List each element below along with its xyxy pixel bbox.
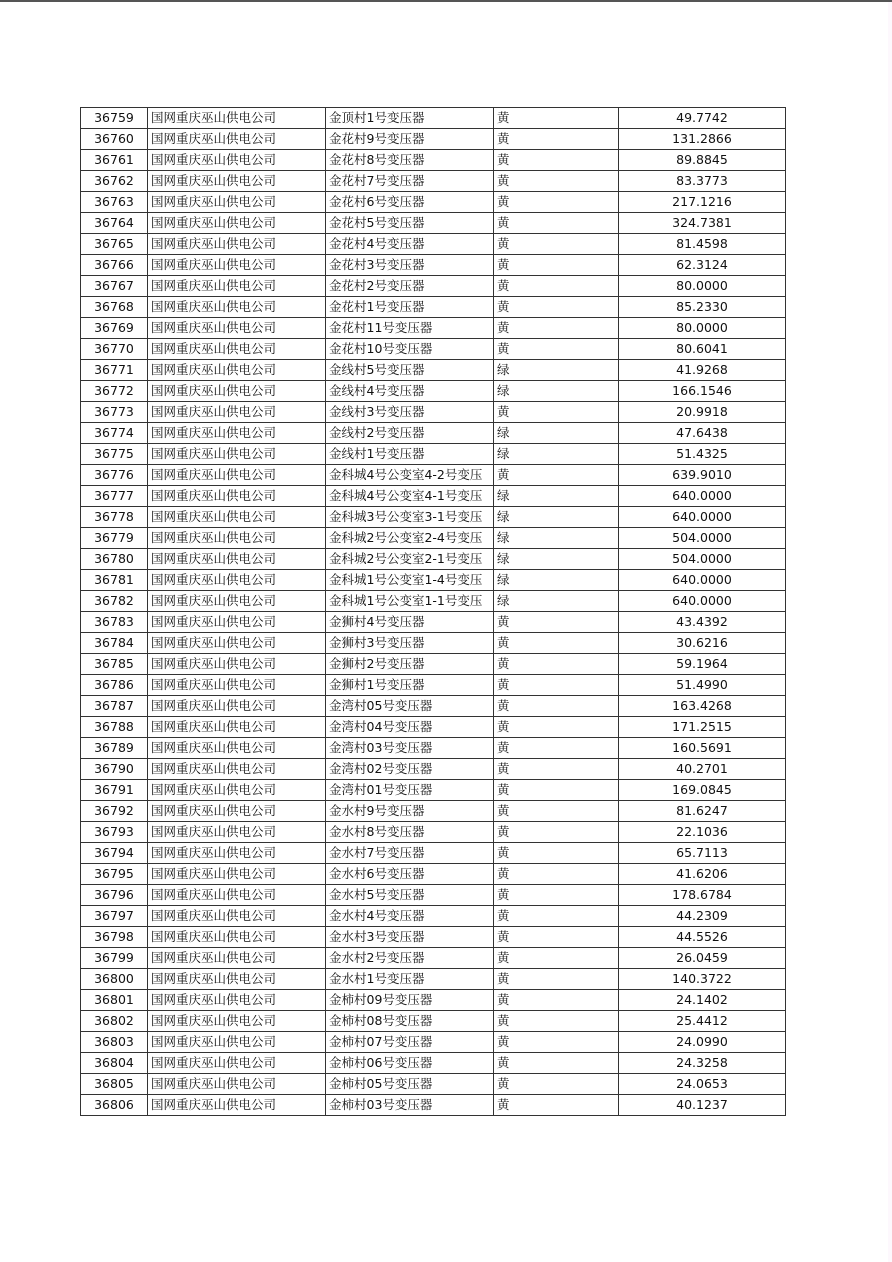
- status-cell: 黄: [494, 822, 619, 843]
- table-row: [81, 1053, 786, 1074]
- value-cell: 83.3773: [619, 171, 786, 192]
- value-cell: 324.7381: [619, 213, 786, 234]
- value-cell: 40.2701: [619, 759, 786, 780]
- transformer-name-cell: 金水村3号变压器: [326, 927, 494, 948]
- row-id-cell: 36763: [81, 192, 148, 213]
- status-cell: 黄: [494, 738, 619, 759]
- row-id-cell: 36775: [81, 444, 148, 465]
- transformer-name-cell: 金线村2号变压器: [326, 423, 494, 444]
- row-id-cell: 36806: [81, 1095, 148, 1116]
- value-cell: 65.7113: [619, 843, 786, 864]
- table-row: [81, 864, 786, 885]
- row-id-cell: 36759: [81, 108, 148, 129]
- company-cell: 国网重庆巫山供电公司: [148, 822, 326, 843]
- status-cell: 绿: [494, 423, 619, 444]
- transformer-name-cell: 金花村9号变压器: [326, 129, 494, 150]
- company-cell: 国网重庆巫山供电公司: [148, 1053, 326, 1074]
- value-cell: 25.4412: [619, 1011, 786, 1032]
- table-row: [81, 486, 786, 507]
- company-cell: 国网重庆巫山供电公司: [148, 885, 326, 906]
- row-id-cell: 36760: [81, 129, 148, 150]
- company-cell: 国网重庆巫山供电公司: [148, 171, 326, 192]
- value-cell: 41.9268: [619, 360, 786, 381]
- status-cell: 绿: [494, 507, 619, 528]
- row-id-cell: 36787: [81, 696, 148, 717]
- value-cell: 640.0000: [619, 570, 786, 591]
- value-cell: 640.0000: [619, 591, 786, 612]
- row-id-cell: 36773: [81, 402, 148, 423]
- transformer-name-cell: 金线村3号变压器: [326, 402, 494, 423]
- company-cell: 国网重庆巫山供电公司: [148, 759, 326, 780]
- transformer-name-cell: 金狮村3号变压器: [326, 633, 494, 654]
- company-cell: 国网重庆巫山供电公司: [148, 318, 326, 339]
- company-cell: 国网重庆巫山供电公司: [148, 423, 326, 444]
- company-cell: 国网重庆巫山供电公司: [148, 1095, 326, 1116]
- company-cell: 国网重庆巫山供电公司: [148, 444, 326, 465]
- company-cell: 国网重庆巫山供电公司: [148, 465, 326, 486]
- table-row: [81, 990, 786, 1011]
- company-cell: 国网重庆巫山供电公司: [148, 150, 326, 171]
- transformer-name-cell: 金水村6号变压器: [326, 864, 494, 885]
- row-id-cell: 36776: [81, 465, 148, 486]
- row-id-cell: 36767: [81, 276, 148, 297]
- status-cell: 黄: [494, 255, 619, 276]
- table-row: [81, 738, 786, 759]
- company-cell: 国网重庆巫山供电公司: [148, 969, 326, 990]
- table-row: [81, 1074, 786, 1095]
- table-row: [81, 213, 786, 234]
- status-cell: 黄: [494, 150, 619, 171]
- company-cell: 国网重庆巫山供电公司: [148, 360, 326, 381]
- row-id-cell: 36777: [81, 486, 148, 507]
- row-id-cell: 36799: [81, 948, 148, 969]
- status-cell: 黄: [494, 696, 619, 717]
- transformer-name-cell: 金科城1号公变室1-4号变压: [326, 570, 494, 591]
- value-cell: 80.6041: [619, 339, 786, 360]
- value-cell: 640.0000: [619, 507, 786, 528]
- status-cell: 黄: [494, 1011, 619, 1032]
- value-cell: 47.6438: [619, 423, 786, 444]
- transformer-name-cell: 金花村1号变压器: [326, 297, 494, 318]
- transformer-table: [80, 107, 786, 1116]
- company-cell: 国网重庆巫山供电公司: [148, 570, 326, 591]
- status-cell: 黄: [494, 780, 619, 801]
- value-cell: 178.6784: [619, 885, 786, 906]
- status-cell: 黄: [494, 192, 619, 213]
- table-row: [81, 1095, 786, 1116]
- status-cell: 绿: [494, 444, 619, 465]
- row-id-cell: 36795: [81, 864, 148, 885]
- status-cell: 绿: [494, 591, 619, 612]
- row-id-cell: 36804: [81, 1053, 148, 1074]
- transformer-name-cell: 金花村6号变压器: [326, 192, 494, 213]
- value-cell: 166.1546: [619, 381, 786, 402]
- row-id-cell: 36800: [81, 969, 148, 990]
- transformer-name-cell: 金湾村04号变压器: [326, 717, 494, 738]
- status-cell: 黄: [494, 759, 619, 780]
- row-id-cell: 36780: [81, 549, 148, 570]
- table-row: [81, 717, 786, 738]
- company-cell: 国网重庆巫山供电公司: [148, 612, 326, 633]
- table-row: [81, 297, 786, 318]
- table-row: [81, 444, 786, 465]
- row-id-cell: 36781: [81, 570, 148, 591]
- table-row: [81, 612, 786, 633]
- transformer-name-cell: 金湾村03号变压器: [326, 738, 494, 759]
- company-cell: 国网重庆巫山供电公司: [148, 696, 326, 717]
- table-row: [81, 423, 786, 444]
- status-cell: 黄: [494, 654, 619, 675]
- table-row: [81, 360, 786, 381]
- company-cell: 国网重庆巫山供电公司: [148, 486, 326, 507]
- company-cell: 国网重庆巫山供电公司: [148, 339, 326, 360]
- value-cell: 24.0990: [619, 1032, 786, 1053]
- company-cell: 国网重庆巫山供电公司: [148, 591, 326, 612]
- table-row: [81, 885, 786, 906]
- value-cell: 22.1036: [619, 822, 786, 843]
- transformer-name-cell: 金科城4号公变室4-1号变压: [326, 486, 494, 507]
- company-cell: 国网重庆巫山供电公司: [148, 297, 326, 318]
- transformer-name-cell: 金水村8号变压器: [326, 822, 494, 843]
- row-id-cell: 36788: [81, 717, 148, 738]
- table-row: [81, 906, 786, 927]
- status-cell: 黄: [494, 402, 619, 423]
- table-row: [81, 780, 786, 801]
- value-cell: 163.4268: [619, 696, 786, 717]
- status-cell: 黄: [494, 717, 619, 738]
- page-top-rule: [0, 0, 892, 2]
- transformer-name-cell: 金柿村06号变压器: [326, 1053, 494, 1074]
- transformer-name-cell: 金科城3号公变室3-1号变压: [326, 507, 494, 528]
- table-row: [81, 843, 786, 864]
- transformer-name-cell: 金狮村1号变压器: [326, 675, 494, 696]
- transformer-name-cell: 金柿村05号变压器: [326, 1074, 494, 1095]
- value-cell: 24.0653: [619, 1074, 786, 1095]
- transformer-name-cell: 金花村8号变压器: [326, 150, 494, 171]
- company-cell: 国网重庆巫山供电公司: [148, 528, 326, 549]
- value-cell: 504.0000: [619, 549, 786, 570]
- table-row: [81, 927, 786, 948]
- transformer-name-cell: 金水村4号变压器: [326, 906, 494, 927]
- page-right-edge: [888, 2, 892, 1262]
- row-id-cell: 36772: [81, 381, 148, 402]
- row-id-cell: 36790: [81, 759, 148, 780]
- company-cell: 国网重庆巫山供电公司: [148, 1074, 326, 1095]
- company-cell: 国网重庆巫山供电公司: [148, 906, 326, 927]
- company-cell: 国网重庆巫山供电公司: [148, 402, 326, 423]
- table-row: [81, 276, 786, 297]
- transformer-name-cell: 金顶村1号变压器: [326, 108, 494, 129]
- status-cell: 黄: [494, 339, 619, 360]
- transformer-name-cell: 金科城2号公变室2-4号变压: [326, 528, 494, 549]
- value-cell: 49.7742: [619, 108, 786, 129]
- status-cell: 黄: [494, 990, 619, 1011]
- transformer-name-cell: 金花村11号变压器: [326, 318, 494, 339]
- status-cell: 绿: [494, 381, 619, 402]
- value-cell: 171.2515: [619, 717, 786, 738]
- table-row: [81, 528, 786, 549]
- value-cell: 504.0000: [619, 528, 786, 549]
- company-cell: 国网重庆巫山供电公司: [148, 108, 326, 129]
- row-id-cell: 36770: [81, 339, 148, 360]
- value-cell: 43.4392: [619, 612, 786, 633]
- table-row: [81, 108, 786, 129]
- row-id-cell: 36793: [81, 822, 148, 843]
- value-cell: 44.5526: [619, 927, 786, 948]
- transformer-name-cell: 金水村5号变压器: [326, 885, 494, 906]
- table-row: [81, 255, 786, 276]
- transformer-name-cell: 金科城2号公变室2-1号变压: [326, 549, 494, 570]
- value-cell: 20.9918: [619, 402, 786, 423]
- status-cell: 绿: [494, 528, 619, 549]
- company-cell: 国网重庆巫山供电公司: [148, 234, 326, 255]
- table-row: [81, 759, 786, 780]
- row-id-cell: 36769: [81, 318, 148, 339]
- table-row: [81, 570, 786, 591]
- company-cell: 国网重庆巫山供电公司: [148, 864, 326, 885]
- transformer-name-cell: 金花村7号变压器: [326, 171, 494, 192]
- transformer-name-cell: 金线村5号变压器: [326, 360, 494, 381]
- row-id-cell: 36791: [81, 780, 148, 801]
- transformer-name-cell: 金狮村2号变压器: [326, 654, 494, 675]
- company-cell: 国网重庆巫山供电公司: [148, 780, 326, 801]
- status-cell: 黄: [494, 969, 619, 990]
- status-cell: 黄: [494, 1095, 619, 1116]
- company-cell: 国网重庆巫山供电公司: [148, 990, 326, 1011]
- table-row: [81, 969, 786, 990]
- status-cell: 黄: [494, 465, 619, 486]
- company-cell: 国网重庆巫山供电公司: [148, 927, 326, 948]
- table-row: [81, 465, 786, 486]
- row-id-cell: 36774: [81, 423, 148, 444]
- table-row: [81, 507, 786, 528]
- row-id-cell: 36782: [81, 591, 148, 612]
- table-row: [81, 654, 786, 675]
- row-id-cell: 36766: [81, 255, 148, 276]
- table-row: [81, 549, 786, 570]
- status-cell: 黄: [494, 171, 619, 192]
- row-id-cell: 36771: [81, 360, 148, 381]
- row-id-cell: 36761: [81, 150, 148, 171]
- transformer-name-cell: 金线村4号变压器: [326, 381, 494, 402]
- status-cell: 黄: [494, 213, 619, 234]
- company-cell: 国网重庆巫山供电公司: [148, 1032, 326, 1053]
- row-id-cell: 36801: [81, 990, 148, 1011]
- transformer-name-cell: 金水村1号变压器: [326, 969, 494, 990]
- company-cell: 国网重庆巫山供电公司: [148, 633, 326, 654]
- value-cell: 81.6247: [619, 801, 786, 822]
- company-cell: 国网重庆巫山供电公司: [148, 549, 326, 570]
- company-cell: 国网重庆巫山供电公司: [148, 129, 326, 150]
- status-cell: 黄: [494, 276, 619, 297]
- status-cell: 黄: [494, 675, 619, 696]
- status-cell: 黄: [494, 633, 619, 654]
- table-row: [81, 402, 786, 423]
- status-cell: 绿: [494, 486, 619, 507]
- company-cell: 国网重庆巫山供电公司: [148, 654, 326, 675]
- value-cell: 140.3722: [619, 969, 786, 990]
- value-cell: 80.0000: [619, 276, 786, 297]
- transformer-name-cell: 金科城1号公变室1-1号变压: [326, 591, 494, 612]
- value-cell: 81.4598: [619, 234, 786, 255]
- transformer-name-cell: 金湾村05号变压器: [326, 696, 494, 717]
- status-cell: 黄: [494, 108, 619, 129]
- transformer-name-cell: 金花村2号变压器: [326, 276, 494, 297]
- status-cell: 黄: [494, 885, 619, 906]
- row-id-cell: 36784: [81, 633, 148, 654]
- status-cell: 黄: [494, 927, 619, 948]
- transformer-name-cell: 金花村3号变压器: [326, 255, 494, 276]
- company-cell: 国网重庆巫山供电公司: [148, 507, 326, 528]
- company-cell: 国网重庆巫山供电公司: [148, 717, 326, 738]
- status-cell: 绿: [494, 360, 619, 381]
- status-cell: 绿: [494, 570, 619, 591]
- transformer-name-cell: 金柿村08号变压器: [326, 1011, 494, 1032]
- value-cell: 26.0459: [619, 948, 786, 969]
- value-cell: 51.4325: [619, 444, 786, 465]
- status-cell: 黄: [494, 612, 619, 633]
- table-row: [81, 591, 786, 612]
- value-cell: 640.0000: [619, 486, 786, 507]
- row-id-cell: 36764: [81, 213, 148, 234]
- row-id-cell: 36765: [81, 234, 148, 255]
- table-row: [81, 381, 786, 402]
- row-id-cell: 36803: [81, 1032, 148, 1053]
- transformer-name-cell: 金花村5号变压器: [326, 213, 494, 234]
- value-cell: 44.2309: [619, 906, 786, 927]
- company-cell: 国网重庆巫山供电公司: [148, 213, 326, 234]
- company-cell: 国网重庆巫山供电公司: [148, 276, 326, 297]
- value-cell: 160.5691: [619, 738, 786, 759]
- company-cell: 国网重庆巫山供电公司: [148, 255, 326, 276]
- table-row: [81, 822, 786, 843]
- transformer-name-cell: 金科城4号公变室4-2号变压: [326, 465, 494, 486]
- status-cell: 黄: [494, 843, 619, 864]
- transformer-name-cell: 金水村7号变压器: [326, 843, 494, 864]
- table-row: [81, 1011, 786, 1032]
- row-id-cell: 36792: [81, 801, 148, 822]
- value-cell: 40.1237: [619, 1095, 786, 1116]
- transformer-name-cell: 金湾村02号变压器: [326, 759, 494, 780]
- row-id-cell: 36802: [81, 1011, 148, 1032]
- value-cell: 639.9010: [619, 465, 786, 486]
- table-row: [81, 234, 786, 255]
- transformer-name-cell: 金狮村4号变压器: [326, 612, 494, 633]
- row-id-cell: 36783: [81, 612, 148, 633]
- status-cell: 黄: [494, 1032, 619, 1053]
- row-id-cell: 36779: [81, 528, 148, 549]
- row-id-cell: 36786: [81, 675, 148, 696]
- company-cell: 国网重庆巫山供电公司: [148, 675, 326, 696]
- value-cell: 62.3124: [619, 255, 786, 276]
- value-cell: 85.2330: [619, 297, 786, 318]
- row-id-cell: 36778: [81, 507, 148, 528]
- table-row: [81, 339, 786, 360]
- status-cell: 黄: [494, 234, 619, 255]
- table-row: [81, 150, 786, 171]
- table-row: [81, 675, 786, 696]
- transformer-name-cell: 金柿村09号变压器: [326, 990, 494, 1011]
- status-cell: 黄: [494, 1074, 619, 1095]
- row-id-cell: 36768: [81, 297, 148, 318]
- table-row: [81, 696, 786, 717]
- status-cell: 黄: [494, 906, 619, 927]
- table-row: [81, 801, 786, 822]
- table-row: [81, 1032, 786, 1053]
- value-cell: 59.1964: [619, 654, 786, 675]
- value-cell: 217.1216: [619, 192, 786, 213]
- row-id-cell: 36798: [81, 927, 148, 948]
- transformer-name-cell: 金水村9号变压器: [326, 801, 494, 822]
- value-cell: 89.8845: [619, 150, 786, 171]
- value-cell: 30.6216: [619, 633, 786, 654]
- transformer-name-cell: 金水村2号变压器: [326, 948, 494, 969]
- company-cell: 国网重庆巫山供电公司: [148, 1011, 326, 1032]
- company-cell: 国网重庆巫山供电公司: [148, 381, 326, 402]
- table-row: [81, 633, 786, 654]
- status-cell: 黄: [494, 1053, 619, 1074]
- row-id-cell: 36789: [81, 738, 148, 759]
- company-cell: 国网重庆巫山供电公司: [148, 192, 326, 213]
- table-row: [81, 129, 786, 150]
- value-cell: 41.6206: [619, 864, 786, 885]
- transformer-name-cell: 金柿村07号变压器: [326, 1032, 494, 1053]
- company-cell: 国网重庆巫山供电公司: [148, 738, 326, 759]
- table-row: [81, 171, 786, 192]
- status-cell: 绿: [494, 549, 619, 570]
- table-body: [81, 108, 786, 1116]
- value-cell: 24.1402: [619, 990, 786, 1011]
- value-cell: 51.4990: [619, 675, 786, 696]
- value-cell: 131.2866: [619, 129, 786, 150]
- row-id-cell: 36796: [81, 885, 148, 906]
- company-cell: 国网重庆巫山供电公司: [148, 948, 326, 969]
- transformer-name-cell: 金柿村03号变压器: [326, 1095, 494, 1116]
- transformer-name-cell: 金湾村01号变压器: [326, 780, 494, 801]
- table-row: [81, 192, 786, 213]
- row-id-cell: 36762: [81, 171, 148, 192]
- transformer-name-cell: 金线村1号变压器: [326, 444, 494, 465]
- value-cell: 169.0845: [619, 780, 786, 801]
- transformer-name-cell: 金花村10号变压器: [326, 339, 494, 360]
- row-id-cell: 36785: [81, 654, 148, 675]
- transformer-name-cell: 金花村4号变压器: [326, 234, 494, 255]
- status-cell: 黄: [494, 801, 619, 822]
- status-cell: 黄: [494, 297, 619, 318]
- status-cell: 黄: [494, 948, 619, 969]
- status-cell: 黄: [494, 129, 619, 150]
- table-row: [81, 318, 786, 339]
- status-cell: 黄: [494, 864, 619, 885]
- status-cell: 黄: [494, 318, 619, 339]
- row-id-cell: 36805: [81, 1074, 148, 1095]
- company-cell: 国网重庆巫山供电公司: [148, 843, 326, 864]
- row-id-cell: 36797: [81, 906, 148, 927]
- table-row: [81, 948, 786, 969]
- value-cell: 80.0000: [619, 318, 786, 339]
- row-id-cell: 36794: [81, 843, 148, 864]
- company-cell: 国网重庆巫山供电公司: [148, 801, 326, 822]
- value-cell: 24.3258: [619, 1053, 786, 1074]
